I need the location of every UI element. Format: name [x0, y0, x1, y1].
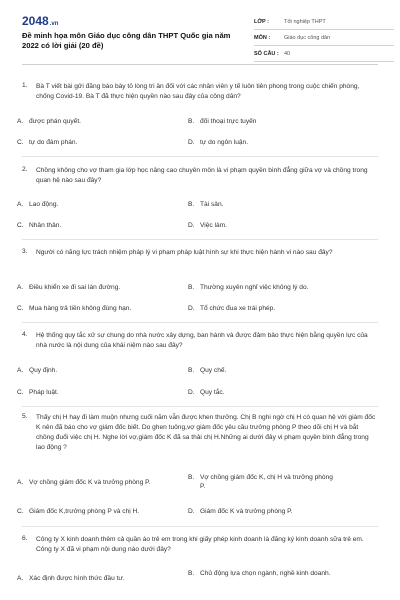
- logo-suffix: .vn: [49, 21, 59, 27]
- question-number: 2.: [22, 166, 28, 173]
- option-text: tự do đàm phán.: [29, 139, 78, 146]
- question-separator: [22, 239, 378, 240]
- question-number: 1.: [22, 82, 28, 89]
- option-letter: C.: [17, 508, 24, 515]
- option-text: Pháp luật.: [29, 389, 59, 396]
- exam-header: [22, 14, 382, 58]
- document-title: Đề minh họa môn Giáo dục công dân THPT Quốc gia năm 2022 có lời giải (20 đề): [22, 31, 231, 50]
- option-letter: D.: [188, 389, 195, 396]
- site-logo[interactable]: [22, 14, 58, 28]
- option-letter: A.: [17, 575, 24, 582]
- option-text: Giám đốc K,trưởng phòng P và chị H.: [29, 508, 140, 515]
- option-text: Quy chế.: [200, 367, 227, 374]
- meta-value: 40: [284, 50, 291, 57]
- question-number: 3.: [22, 248, 28, 255]
- option-letter: A.: [17, 118, 24, 125]
- option-letter: D.: [188, 222, 195, 229]
- question-number: 6.: [22, 535, 28, 542]
- option-letter: D.: [188, 508, 195, 515]
- question-text: Chồng không cho vợ tham gia lớp học nâng cao chuyên môn là vi phạm quyền bình đẳng giữa vợ và chồng trong quan hệ nào sau đây?: [36, 167, 368, 184]
- option-letter: C.: [17, 139, 24, 146]
- question-separator: [22, 406, 378, 407]
- option-letter: C.: [17, 305, 24, 312]
- option-letter: C.: [17, 222, 24, 229]
- option-letter: D.: [188, 305, 195, 312]
- exam-meta-table: [254, 14, 394, 62]
- question-text: Công ty X kinh doanh thêm cả quần áo trẻ em trong khi giấy phép kinh doanh là đăng ký kinh doanh sữa trẻ em. Công ty X đã vi phạm nội dung nào dưới đây?: [36, 536, 364, 553]
- option-letter: B.: [188, 118, 195, 125]
- option-text: được phán quyết.: [29, 118, 81, 125]
- meta-value: Tốt nghiệp THPT: [284, 18, 326, 25]
- meta-row-subject: [254, 30, 394, 46]
- option-text: Quy tắc.: [200, 389, 225, 396]
- question-number: 4.: [22, 331, 28, 338]
- option-letter: A.: [17, 479, 24, 486]
- option-letter: C.: [17, 389, 24, 396]
- option-text: Giám đốc K và trưởng phòng P.: [200, 508, 293, 515]
- option-text: Vợ chồng giám đốc K, chị H và trưởng phòng P.: [200, 474, 333, 490]
- option-text: Điều khiển xe đi sai làn đường.: [29, 284, 121, 291]
- option-letter: D.: [188, 139, 195, 146]
- option-text: Quy định.: [29, 367, 58, 374]
- question-separator: [22, 156, 378, 157]
- option-text: Chủ động lựa chọn ngành, nghề kinh doanh.: [200, 570, 331, 577]
- option-text: Vợ chồng giám đốc K và trưởng phòng P.: [29, 479, 151, 486]
- option-text: Tài sản.: [200, 201, 224, 208]
- option-text: Tổ chức đua xe trái phép.: [200, 305, 276, 312]
- option-letter: B.: [188, 201, 195, 208]
- meta-label: LỚP :: [254, 18, 269, 25]
- logo-text: 2048: [22, 14, 49, 28]
- meta-row-count: [254, 46, 394, 62]
- option-letter: A.: [17, 284, 24, 291]
- meta-label: MÔN :: [254, 34, 271, 41]
- option-letter: B.: [188, 474, 195, 481]
- option-letter: B.: [188, 367, 195, 374]
- option-letter: A.: [17, 367, 24, 374]
- question-text: Bà T viết bài gửi đăng báo bày tỏ lòng tri ân đối với các nhân viên y tế luôn tiên phong trong cuộc chiến phòng, chống Covid-19. Bà T đã thực hiện quyền nào sau đây của công dân?: [36, 83, 360, 100]
- option-text: tự do ngôn luận.: [200, 139, 249, 146]
- question-separator: [22, 322, 378, 323]
- option-text: đối thoại trực tuyến: [200, 118, 257, 125]
- option-letter: B.: [188, 284, 195, 291]
- meta-row-grade: [254, 14, 394, 30]
- option-text: Thường xuyên nghỉ việc không lý do.: [200, 284, 309, 291]
- question-number: 5.: [22, 413, 28, 420]
- meta-label: SỐ CÂU :: [254, 50, 279, 57]
- option-text: Nhân thân.: [29, 222, 62, 229]
- question-separator: [22, 526, 378, 527]
- header-divider: [22, 64, 378, 65]
- question-text: Thấy chị H hay đi làm muộn nhưng cuối năm vẫn được khen thưởng. Chị B nghi ngờ chị H có quan hệ với giám đốc K nên đã báo cho vợ giám đốc biết. Do ghen tuông,vợ giám đốc yêu cầu trưởng phòng P theo dõi chị H và bắt chồng đuổi việc chị H. Nghe lời vợ,giám đốc K đã sa thải chị H.Những ai dưới đây vi phạm quyền bình đẳng trong lao động ?: [36, 414, 376, 451]
- option-text: Việc làm.: [200, 222, 227, 229]
- option-letter: B.: [188, 570, 195, 577]
- meta-value: Giáo dục công dân: [284, 34, 331, 41]
- option-text: Mua hàng trả tiền không đúng hạn.: [29, 305, 132, 312]
- option-letter: A.: [17, 201, 24, 208]
- option-text: Xác định được hình thức đầu tư.: [29, 575, 125, 582]
- question-text: Người có năng lực trách nhiệm pháp lý vi phạm pháp luật hình sự khi thực hiện hành vi nào sau đây?: [36, 249, 333, 256]
- option-text: Lao động.: [29, 201, 59, 208]
- question-text: Hệ thống quy tắc xử sự chung do nhà nước xây dựng, ban hành và được đảm bảo thực hiện bằng quyền lực của nhà nước là nội dung của khái niệm nào sau đây?: [36, 332, 368, 349]
